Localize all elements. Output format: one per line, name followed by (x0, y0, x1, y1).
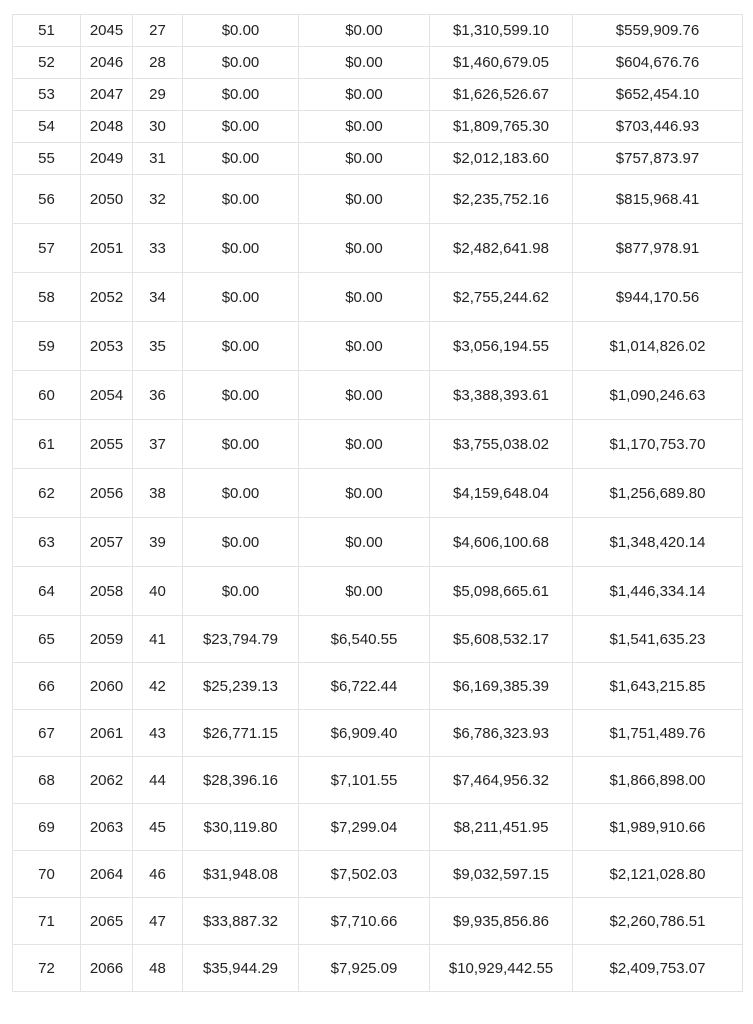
balance-cell: $6,786,323.93 (430, 710, 573, 757)
inflation-adjusted-balance-cell: $2,121,028.80 (573, 851, 743, 898)
age-cell: 70 (13, 851, 81, 898)
tax-cell: $0.00 (299, 518, 430, 567)
inflation-adjusted-balance-cell: $877,978.91 (573, 224, 743, 273)
tax-cell: $6,722.44 (299, 663, 430, 710)
tax-cell: $0.00 (299, 224, 430, 273)
table-row (13, 804, 743, 851)
tax-cell: $0.00 (299, 567, 430, 616)
withdrawal-cell: $35,944.29 (183, 945, 299, 992)
table-row (13, 518, 743, 567)
year-cell: 2060 (81, 663, 133, 710)
years-since-cell: 46 (133, 851, 183, 898)
years-since-cell: 43 (133, 710, 183, 757)
year-cell: 2061 (81, 710, 133, 757)
years-since-cell: 41 (133, 616, 183, 663)
withdrawal-cell: $0.00 (183, 518, 299, 567)
years-since-cell: 34 (133, 273, 183, 322)
years-since-cell: 32 (133, 175, 183, 224)
age-cell: 65 (13, 616, 81, 663)
balance-cell: $1,809,765.30 (430, 111, 573, 143)
projection-table-container (12, 14, 742, 992)
balance-cell: $2,482,641.98 (430, 224, 573, 273)
year-cell: 2047 (81, 79, 133, 111)
balance-cell: $9,032,597.15 (430, 851, 573, 898)
year-cell: 2053 (81, 322, 133, 371)
age-cell: 54 (13, 111, 81, 143)
table-row (13, 945, 743, 992)
years-since-cell: 30 (133, 111, 183, 143)
tax-cell: $6,540.55 (299, 616, 430, 663)
inflation-adjusted-balance-cell: $815,968.41 (573, 175, 743, 224)
withdrawal-cell: $0.00 (183, 111, 299, 143)
age-cell: 64 (13, 567, 81, 616)
withdrawal-cell: $0.00 (183, 322, 299, 371)
tax-cell: $7,502.03 (299, 851, 430, 898)
balance-cell: $5,608,532.17 (430, 616, 573, 663)
years-since-cell: 40 (133, 567, 183, 616)
balance-cell: $9,935,856.86 (430, 898, 573, 945)
year-cell: 2049 (81, 143, 133, 175)
tax-cell: $0.00 (299, 175, 430, 224)
tax-cell: $0.00 (299, 111, 430, 143)
balance-cell: $1,626,526.67 (430, 79, 573, 111)
years-since-cell: 33 (133, 224, 183, 273)
tax-cell: $7,299.04 (299, 804, 430, 851)
table-body (13, 15, 743, 992)
table-row (13, 616, 743, 663)
inflation-adjusted-balance-cell: $1,989,910.66 (573, 804, 743, 851)
table-row (13, 322, 743, 371)
balance-cell: $2,012,183.60 (430, 143, 573, 175)
years-since-cell: 28 (133, 47, 183, 79)
year-cell: 2065 (81, 898, 133, 945)
age-cell: 68 (13, 757, 81, 804)
withdrawal-cell: $0.00 (183, 224, 299, 273)
withdrawal-cell: $0.00 (183, 469, 299, 518)
year-cell: 2056 (81, 469, 133, 518)
years-since-cell: 39 (133, 518, 183, 567)
table-row (13, 710, 743, 757)
balance-cell: $7,464,956.32 (430, 757, 573, 804)
years-since-cell: 47 (133, 898, 183, 945)
inflation-adjusted-balance-cell: $1,170,753.70 (573, 420, 743, 469)
age-cell: 51 (13, 15, 81, 47)
table-row (13, 663, 743, 710)
tax-cell: $7,925.09 (299, 945, 430, 992)
withdrawal-cell: $0.00 (183, 15, 299, 47)
inflation-adjusted-balance-cell: $944,170.56 (573, 273, 743, 322)
years-since-cell: 48 (133, 945, 183, 992)
years-since-cell: 35 (133, 322, 183, 371)
withdrawal-cell: $31,948.08 (183, 851, 299, 898)
inflation-adjusted-balance-cell: $1,090,246.63 (573, 371, 743, 420)
withdrawal-cell: $0.00 (183, 143, 299, 175)
years-since-cell: 37 (133, 420, 183, 469)
table-row (13, 851, 743, 898)
year-cell: 2050 (81, 175, 133, 224)
age-cell: 58 (13, 273, 81, 322)
balance-cell: $2,235,752.16 (430, 175, 573, 224)
inflation-adjusted-balance-cell: $757,873.97 (573, 143, 743, 175)
tax-cell: $7,710.66 (299, 898, 430, 945)
table-row (13, 143, 743, 175)
withdrawal-cell: $0.00 (183, 79, 299, 111)
inflation-adjusted-balance-cell: $2,260,786.51 (573, 898, 743, 945)
year-cell: 2062 (81, 757, 133, 804)
inflation-adjusted-balance-cell: $1,446,334.14 (573, 567, 743, 616)
year-cell: 2066 (81, 945, 133, 992)
tax-cell: $0.00 (299, 47, 430, 79)
tax-cell: $0.00 (299, 469, 430, 518)
inflation-adjusted-balance-cell: $1,751,489.76 (573, 710, 743, 757)
years-since-cell: 29 (133, 79, 183, 111)
balance-cell: $1,310,599.10 (430, 15, 573, 47)
year-cell: 2046 (81, 47, 133, 79)
age-cell: 52 (13, 47, 81, 79)
tax-cell: $0.00 (299, 273, 430, 322)
withdrawal-cell: $0.00 (183, 273, 299, 322)
year-cell: 2063 (81, 804, 133, 851)
table-row (13, 567, 743, 616)
years-since-cell: 36 (133, 371, 183, 420)
table-row (13, 111, 743, 143)
years-since-cell: 38 (133, 469, 183, 518)
balance-cell: $4,159,648.04 (430, 469, 573, 518)
tax-cell: $7,101.55 (299, 757, 430, 804)
withdrawal-cell: $28,396.16 (183, 757, 299, 804)
inflation-adjusted-balance-cell: $1,256,689.80 (573, 469, 743, 518)
withdrawal-cell: $26,771.15 (183, 710, 299, 757)
age-cell: 57 (13, 224, 81, 273)
balance-cell: $8,211,451.95 (430, 804, 573, 851)
balance-cell: $1,460,679.05 (430, 47, 573, 79)
table-row (13, 79, 743, 111)
balance-cell: $6,169,385.39 (430, 663, 573, 710)
table-row (13, 898, 743, 945)
inflation-adjusted-balance-cell: $1,541,635.23 (573, 616, 743, 663)
year-cell: 2045 (81, 15, 133, 47)
balance-cell: $3,755,038.02 (430, 420, 573, 469)
year-cell: 2052 (81, 273, 133, 322)
table-row (13, 224, 743, 273)
withdrawal-cell: $0.00 (183, 420, 299, 469)
inflation-adjusted-balance-cell: $1,014,826.02 (573, 322, 743, 371)
age-cell: 55 (13, 143, 81, 175)
balance-cell: $5,098,665.61 (430, 567, 573, 616)
years-since-cell: 45 (133, 804, 183, 851)
tax-cell: $0.00 (299, 322, 430, 371)
inflation-adjusted-balance-cell: $652,454.10 (573, 79, 743, 111)
year-cell: 2064 (81, 851, 133, 898)
age-cell: 60 (13, 371, 81, 420)
tax-cell: $0.00 (299, 371, 430, 420)
balance-cell: $2,755,244.62 (430, 273, 573, 322)
withdrawal-cell: $0.00 (183, 47, 299, 79)
year-cell: 2051 (81, 224, 133, 273)
withdrawal-cell: $0.00 (183, 371, 299, 420)
table-row (13, 175, 743, 224)
projection-table (12, 14, 743, 992)
withdrawal-cell: $0.00 (183, 175, 299, 224)
balance-cell: $3,388,393.61 (430, 371, 573, 420)
year-cell: 2058 (81, 567, 133, 616)
balance-cell: $4,606,100.68 (430, 518, 573, 567)
year-cell: 2055 (81, 420, 133, 469)
table-row (13, 469, 743, 518)
years-since-cell: 31 (133, 143, 183, 175)
years-since-cell: 44 (133, 757, 183, 804)
inflation-adjusted-balance-cell: $1,643,215.85 (573, 663, 743, 710)
age-cell: 59 (13, 322, 81, 371)
age-cell: 62 (13, 469, 81, 518)
inflation-adjusted-balance-cell: $703,446.93 (573, 111, 743, 143)
withdrawal-cell: $23,794.79 (183, 616, 299, 663)
withdrawal-cell: $33,887.32 (183, 898, 299, 945)
age-cell: 56 (13, 175, 81, 224)
inflation-adjusted-balance-cell: $1,348,420.14 (573, 518, 743, 567)
age-cell: 71 (13, 898, 81, 945)
age-cell: 72 (13, 945, 81, 992)
inflation-adjusted-balance-cell: $2,409,753.07 (573, 945, 743, 992)
year-cell: 2054 (81, 371, 133, 420)
tax-cell: $0.00 (299, 79, 430, 111)
age-cell: 53 (13, 79, 81, 111)
years-since-cell: 27 (133, 15, 183, 47)
inflation-adjusted-balance-cell: $604,676.76 (573, 47, 743, 79)
inflation-adjusted-balance-cell: $559,909.76 (573, 15, 743, 47)
table-row (13, 420, 743, 469)
year-cell: 2057 (81, 518, 133, 567)
year-cell: 2048 (81, 111, 133, 143)
tax-cell: $0.00 (299, 420, 430, 469)
years-since-cell: 42 (133, 663, 183, 710)
table-row (13, 371, 743, 420)
tax-cell: $0.00 (299, 143, 430, 175)
tax-cell: $6,909.40 (299, 710, 430, 757)
table-row (13, 273, 743, 322)
year-cell: 2059 (81, 616, 133, 663)
balance-cell: $3,056,194.55 (430, 322, 573, 371)
table-row (13, 757, 743, 804)
age-cell: 69 (13, 804, 81, 851)
withdrawal-cell: $25,239.13 (183, 663, 299, 710)
balance-cell: $10,929,442.55 (430, 945, 573, 992)
withdrawal-cell: $0.00 (183, 567, 299, 616)
age-cell: 61 (13, 420, 81, 469)
age-cell: 66 (13, 663, 81, 710)
table-row (13, 47, 743, 79)
age-cell: 67 (13, 710, 81, 757)
withdrawal-cell: $30,119.80 (183, 804, 299, 851)
inflation-adjusted-balance-cell: $1,866,898.00 (573, 757, 743, 804)
table-row (13, 15, 743, 47)
tax-cell: $0.00 (299, 15, 430, 47)
age-cell: 63 (13, 518, 81, 567)
